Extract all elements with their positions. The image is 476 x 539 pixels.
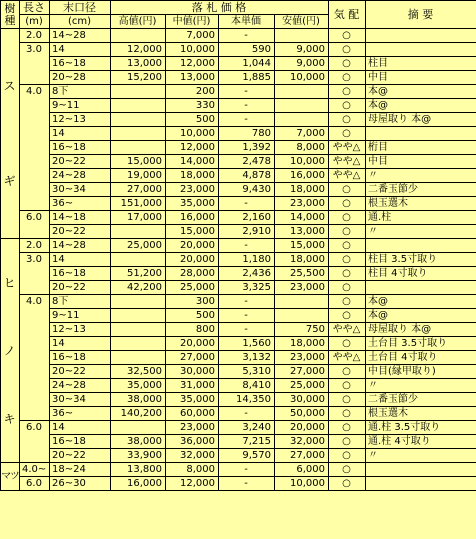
mood-cell: ○ [329,267,366,281]
table-row [1,197,476,211]
low-price-cell [275,85,329,99]
table-row [1,295,476,309]
low-price-cell: 50,000 [275,407,329,421]
high-price-cell [111,309,166,323]
mid-price-cell: 800 [166,323,219,337]
high-price-cell: 32,500 [111,365,166,379]
table-row [1,323,476,337]
species-label: マツ [1,471,19,482]
per-tree-price-cell: 780 [219,127,275,141]
diameter-cell: 16~18 [50,351,111,365]
diameter-cell: 9~11 [50,99,111,113]
diameter-cell: 14 [50,337,111,351]
summary-cell: 〃 [366,449,476,463]
low-price-cell: 18,000 [275,253,329,267]
table-row [1,407,476,421]
species-char: キ [3,411,16,426]
length-header: 長さ [20,1,50,15]
diameter-cell: 14~28 [50,29,111,43]
diameter-cell: 14 [50,43,111,57]
diameter-cell: 8下 [50,295,111,309]
mood-cell: ○ [329,449,366,463]
length-cell: 2.0 [20,239,50,253]
table-row [1,365,476,379]
summary-cell: 柱目 [366,57,476,71]
low-price-cell: 23,000 [275,351,329,365]
summary-cell: 本@ [366,85,476,99]
summary-cell: 二番玉節少 [366,183,476,197]
per-tree-price-cell: 2,436 [219,267,275,281]
mid-price-cell: 35,000 [166,197,219,211]
mood-header: 気 配 [329,1,366,29]
high-price-cell: 15,200 [111,71,166,85]
table-row [1,435,476,449]
mid-price-cell: 500 [166,113,219,127]
mood-cell: ○ [329,239,366,253]
high-price-cell: 33,900 [111,449,166,463]
summary-cell [366,43,476,57]
high-price-cell [111,295,166,309]
mid-price-cell: 8,000 [166,463,219,477]
summary-cell: 中目(縁甲取り) [366,365,476,379]
diameter-cell: 20~22 [50,281,111,295]
summary-cell: 根玉選木 [366,407,476,421]
diameter-cell: 14 [50,253,111,267]
length-cell: 4.0~ [20,463,50,477]
high-price-cell [111,29,166,43]
diameter-cell: 16~18 [50,435,111,449]
table-row [1,267,476,281]
summary-cell: 根玉選木 [366,197,476,211]
mid-price-cell: 10,000 [166,127,219,141]
mid-price-cell: 36,000 [166,435,219,449]
mid-price-cell: 330 [166,99,219,113]
diameter-cell: 16~18 [50,141,111,155]
table-row [1,393,476,407]
mid-price-cell: 13,000 [166,71,219,85]
high-price-cell: 151,000 [111,197,166,211]
summary-cell: 柱目 3.5寸取り [366,253,476,267]
summary-cell [366,477,476,491]
diameter-cell: 30~34 [50,183,111,197]
mood-cell: ○ [329,57,366,71]
high-price-cell [111,253,166,267]
table-row [1,309,476,323]
table-row [1,57,476,71]
mid-price-cell: 27,000 [166,351,219,365]
high-price-cell: 13,000 [111,57,166,71]
table-row [1,85,476,99]
summary-cell [366,127,476,141]
table-row [1,155,476,169]
per-tree-price-cell: 9,570 [219,449,275,463]
diameter-cell: 30~34 [50,393,111,407]
diameter-cell: 8下 [50,85,111,99]
per-tree-price-cell: - [219,309,275,323]
per-tree-price-cell: - [219,113,275,127]
species-header-label: 樹種 [4,1,16,27]
low-price-cell: 10,000 [275,477,329,491]
per-tree-price-cell: 1,180 [219,253,275,267]
summary-cell: 土台目 4寸取り [366,351,476,365]
low-price-cell [275,113,329,127]
mood-cell: ○ [329,253,366,267]
high-price-cell: 25,000 [111,239,166,253]
low-price-cell: 25,000 [275,379,329,393]
summary-cell: 本@ [366,295,476,309]
low-price-cell: 750 [275,323,329,337]
length-cell: 6.0 [20,421,50,463]
high-price-cell [111,225,166,239]
mid-price-cell: 28,000 [166,267,219,281]
high-price-cell [111,127,166,141]
mid-price-cell: 23,000 [166,421,219,435]
low-price-cell: 8,000 [275,141,329,155]
high-price-cell: 27,000 [111,183,166,197]
mood-cell: ○ [329,127,366,141]
per-tree-price-cell: - [219,477,275,491]
mood-cell: ○ [329,379,366,393]
low-price-cell [275,99,329,113]
per-tree-price-cell: - [219,407,275,421]
summary-cell: 中目 [366,155,476,169]
mood-cell: ○ [329,211,366,225]
species-cell-hinoki [1,239,20,463]
mood-cell: ○ [329,309,366,323]
diameter-cell: 14 [50,421,111,435]
low-price-cell: 30,000 [275,393,329,407]
summary-cell [366,29,476,43]
diameter-cell: 36~ [50,197,111,211]
high-price-header: 高値(円) [111,15,166,29]
low-price-cell: 32,000 [275,435,329,449]
mid-price-cell: 12,000 [166,141,219,155]
length-cell: 3.0 [20,43,50,85]
table-row [1,449,476,463]
high-price-cell: 42,200 [111,281,166,295]
bid-price-header: 落 札 価 格 [111,1,329,15]
mood-cell: ○ [329,197,366,211]
table-row [1,113,476,127]
mid-price-header: 中値(円) [166,15,219,29]
diameter-cell: 14 [50,127,111,141]
table-row [1,351,476,365]
high-price-cell [111,421,166,435]
per-tree-price-cell: - [219,323,275,337]
summary-cell: 〃 [366,379,476,393]
mood-cell: ○ [329,365,366,379]
per-tree-price-cell: 3,240 [219,421,275,435]
per-tree-price-cell: 4,878 [219,169,275,183]
per-tree-price-cell: 1,392 [219,141,275,155]
low-price-cell: 6,000 [275,463,329,477]
summary-cell: 中目 [366,71,476,85]
low-price-cell [275,29,329,43]
high-price-cell [111,323,166,337]
high-price-cell [111,113,166,127]
diameter-cell: 12~13 [50,323,111,337]
low-price-cell: 10,000 [275,155,329,169]
mid-price-cell: 60,000 [166,407,219,421]
mood-cell: ○ [329,43,366,57]
diameter-cell: 16~18 [50,267,111,281]
length-cell: 6.0 [20,477,50,491]
low-price-cell: 9,000 [275,43,329,57]
diameter-cell: 20~22 [50,365,111,379]
table-row [1,211,476,225]
length-cell: 2.0 [20,29,50,43]
species-char: ノ [3,343,16,358]
species-cell-matsu [1,463,20,491]
table-row [1,183,476,197]
length-cell: 4.0 [20,295,50,421]
mood-cell: ○ [329,295,366,309]
mid-price-cell: 35,000 [166,393,219,407]
high-price-cell: 38,000 [111,393,166,407]
species-char: ヒ [3,275,16,290]
table-row [1,141,476,155]
mood-cell: ○ [329,225,366,239]
low-price-cell: 9,000 [275,57,329,71]
high-price-cell [111,337,166,351]
per-tree-price-cell: - [219,85,275,99]
table-row [1,281,476,295]
per-tree-price-cell: 9,430 [219,183,275,197]
low-price-cell [275,309,329,323]
mood-cell: ○ [329,29,366,43]
summary-cell: 通.柱 3.5寸取り [366,421,476,435]
high-price-cell: 15,000 [111,155,166,169]
mid-price-cell: 500 [166,309,219,323]
low-price-cell: 23,000 [275,197,329,211]
summary-cell [366,239,476,253]
mid-price-cell: 18,000 [166,169,219,183]
mid-price-cell: 15,000 [166,225,219,239]
per-tree-price-cell: 2,160 [219,211,275,225]
per-tree-price-cell: - [219,197,275,211]
table-row [1,463,476,477]
table-row [1,29,476,43]
high-price-cell: 17,000 [111,211,166,225]
mood-cell: やや△ [329,169,366,183]
diameter-cell: 9~11 [50,309,111,323]
summary-cell: 通.柱 [366,211,476,225]
mid-price-cell: 16,000 [166,211,219,225]
low-price-cell: 15,000 [275,239,329,253]
length-cell: 4.0 [20,85,50,211]
table-row [1,253,476,267]
diameter-cell: 20~22 [50,155,111,169]
high-price-cell: 140,200 [111,407,166,421]
table-row [1,71,476,85]
per-tree-price-cell: 5,310 [219,365,275,379]
low-price-cell: 23,000 [275,281,329,295]
per-tree-price-cell: 3,132 [219,351,275,365]
mood-cell: ○ [329,113,366,127]
mid-price-cell: 12,000 [166,477,219,491]
diameter-header: 末口径 [50,1,111,15]
mid-price-cell: 10,000 [166,43,219,57]
mid-price-cell: 20,000 [166,253,219,267]
mid-price-cell: 25,000 [166,281,219,295]
table-row [1,379,476,393]
mood-cell: ○ [329,421,366,435]
mood-cell: ○ [329,337,366,351]
summary-cell: 〃 [366,225,476,239]
diameter-cell: 36~ [50,407,111,421]
per-tree-price-cell: 1,560 [219,337,275,351]
summary-cell: 土台目 3.5寸取り [366,337,476,351]
diameter-cell: 26~30 [50,477,111,491]
summary-header: 摘 要 [366,1,476,29]
mid-price-cell: 7,000 [166,29,219,43]
diameter-cell: 20~22 [50,449,111,463]
high-price-cell: 16,000 [111,477,166,491]
table-row [1,337,476,351]
low-price-cell: 18,000 [275,337,329,351]
summary-cell: 柱目 4寸取り [366,267,476,281]
high-price-cell [111,141,166,155]
length-cell: 6.0 [20,211,50,239]
summary-cell: 母屋取り 本@ [366,323,476,337]
per-tree-price-cell: 8,410 [219,379,275,393]
mid-price-cell: 200 [166,85,219,99]
low-price-cell: 25,500 [275,267,329,281]
high-price-cell [111,351,166,365]
per-tree-price-cell: 14,350 [219,393,275,407]
mid-price-cell: 20,000 [166,239,219,253]
mid-price-cell: 20,000 [166,337,219,351]
species-header [1,1,20,29]
low-price-cell: 18,000 [275,183,329,197]
mood-cell: やや△ [329,141,366,155]
mood-cell: やや△ [329,351,366,365]
mood-cell: ○ [329,99,366,113]
mid-price-cell: 31,000 [166,379,219,393]
low-price-cell: 10,000 [275,71,329,85]
diameter-cell: 20~22 [50,225,111,239]
mid-price-cell: 23,000 [166,183,219,197]
high-price-cell [111,85,166,99]
summary-cell [366,463,476,477]
species-char: ギ [3,174,16,188]
diameter-cell: 18~24 [50,463,111,477]
mid-price-cell: 14,000 [166,155,219,169]
per-tree-price-cell: 2,910 [219,225,275,239]
diameter-cell: 20~28 [50,71,111,85]
high-price-cell: 38,000 [111,435,166,449]
diameter-unit: (cm) [50,15,111,29]
per-tree-price-cell: 2,478 [219,155,275,169]
species-cell-sugi [1,29,20,239]
high-price-cell: 19,000 [111,169,166,183]
mid-price-cell: 32,000 [166,449,219,463]
mood-cell: ○ [329,393,366,407]
low-price-cell: 13,000 [275,225,329,239]
mood-cell: ○ [329,71,366,85]
table-row [1,239,476,253]
low-price-cell: 16,000 [275,169,329,183]
summary-cell [366,281,476,295]
per-tree-price-cell: - [219,463,275,477]
mood-cell: やや△ [329,155,366,169]
length-unit: (m) [20,15,50,29]
per-tree-price-cell: 590 [219,43,275,57]
diameter-cell: 16~18 [50,57,111,71]
high-price-cell: 12,000 [111,43,166,57]
high-price-cell: 13,800 [111,463,166,477]
mid-price-cell: 12,000 [166,57,219,71]
per-tree-price-cell: 7,215 [219,435,275,449]
high-price-cell [111,99,166,113]
diameter-cell: 14~18 [50,211,111,225]
low-price-cell: 20,000 [275,421,329,435]
low-price-cell: 14,000 [275,211,329,225]
table-row [1,421,476,435]
per-tree-price-cell: 1,885 [219,71,275,85]
low-price-cell: 27,000 [275,449,329,463]
summary-cell: 桁目 [366,141,476,155]
high-price-cell: 51,200 [111,267,166,281]
low-price-cell: 27,000 [275,365,329,379]
table-row [1,43,476,57]
summary-cell: 二番玉節少 [366,393,476,407]
low-price-cell [275,295,329,309]
summary-cell: 本@ [366,99,476,113]
table-row [1,127,476,141]
table-row [1,477,476,491]
mid-price-cell: 300 [166,295,219,309]
diameter-cell: 24~28 [50,379,111,393]
mood-cell: やや△ [329,323,366,337]
low-price-cell: 7,000 [275,127,329,141]
table-row [1,169,476,183]
diameter-cell: 24~28 [50,169,111,183]
summary-cell: 母屋取り 本@ [366,113,476,127]
mood-cell: ○ [329,85,366,99]
mood-cell: ○ [329,407,366,421]
mood-cell: ○ [329,463,366,477]
per-tree-price-header: 本単価 [219,15,275,29]
diameter-cell: 12~13 [50,113,111,127]
mid-price-cell: 30,000 [166,365,219,379]
per-tree-price-cell: - [219,29,275,43]
low-price-header: 安値(円) [275,15,329,29]
diameter-cell: 14~28 [50,239,111,253]
summary-cell: 〃 [366,169,476,183]
length-cell: 3.0 [20,253,50,295]
table-row [1,99,476,113]
per-tree-price-cell: 1,044 [219,57,275,71]
summary-cell: 本@ [366,309,476,323]
mood-cell: ○ [329,183,366,197]
per-tree-price-cell: - [219,99,275,113]
high-price-cell: 35,000 [111,379,166,393]
summary-cell: 通.柱 4寸取り [366,435,476,449]
table-row [1,225,476,239]
per-tree-price-cell: - [219,295,275,309]
per-tree-price-cell: - [219,239,275,253]
species-char: ス [3,79,16,93]
per-tree-price-cell: 3,325 [219,281,275,295]
mood-cell: ○ [329,435,366,449]
header-row-1 [1,1,476,15]
mood-cell: ○ [329,477,366,491]
mood-cell: ○ [329,281,366,295]
